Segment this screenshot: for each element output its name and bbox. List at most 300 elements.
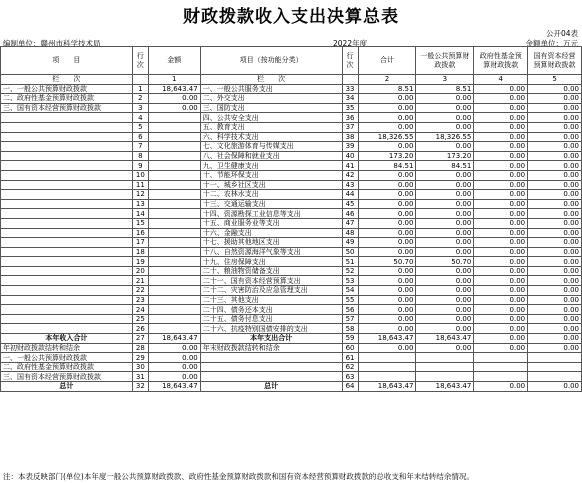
expense-item-cell: 二十四、债务还本支出	[200, 305, 342, 315]
expense-total-cell	[358, 362, 416, 372]
income-amount-cell: 0.00	[148, 103, 200, 113]
expense-line-cell: 59	[342, 334, 358, 344]
header-item: 项 目	[1, 47, 133, 75]
expense-state-cell: 0.00	[528, 103, 582, 113]
expense-general-cell: 0.00	[416, 305, 474, 315]
lan-cell	[132, 75, 148, 85]
table-row	[1, 161, 582, 171]
income-line-cell: 14	[132, 209, 148, 219]
expense-item-cell	[200, 362, 342, 372]
expense-fund-cell: 0.00	[474, 334, 528, 344]
expense-item-cell: 八、社会保障和就业支出	[200, 151, 342, 161]
expense-fund-cell: 0.00	[474, 170, 528, 180]
expense-general-cell: 0.00	[416, 343, 474, 353]
table-row	[1, 218, 582, 228]
expense-state-cell: 0.00	[528, 286, 582, 296]
income-item-cell	[1, 142, 133, 152]
expense-item-cell: 九、卫生健康支出	[200, 161, 342, 171]
expense-item-cell: 十九、住房保障支出	[200, 257, 342, 267]
header-row	[1, 47, 582, 75]
table-row	[1, 372, 582, 382]
income-line-cell: 22	[132, 286, 148, 296]
income-amount-cell	[148, 276, 200, 286]
expense-state-cell: 0.00	[528, 122, 582, 132]
income-line-cell: 18	[132, 247, 148, 257]
expense-item-cell: 总计	[200, 382, 342, 392]
expense-state-cell: 0.00	[528, 84, 582, 94]
income-amount-cell	[148, 199, 200, 209]
table-row	[1, 228, 582, 238]
expense-state-cell: 0.00	[528, 151, 582, 161]
income-item-cell	[1, 161, 133, 171]
expense-fund-cell: 0.00	[474, 228, 528, 238]
expense-item-cell: 十一、城乡社区支出	[200, 180, 342, 190]
expense-fund-cell: 0.00	[474, 266, 528, 276]
expense-general-cell: 18,643.47	[416, 382, 474, 392]
income-amount-cell: 0.00	[148, 343, 200, 353]
income-line-cell: 27	[132, 334, 148, 344]
expense-line-cell: 64	[342, 382, 358, 392]
expense-total-cell: 0.00	[358, 314, 416, 324]
lan-cell: 3	[416, 75, 474, 85]
expense-total-cell: 0.00	[358, 266, 416, 276]
expense-fund-cell: 0.00	[474, 122, 528, 132]
expense-line-cell: 38	[342, 132, 358, 142]
expense-total-cell	[358, 353, 416, 363]
income-amount-cell: 18,643.47	[148, 334, 200, 344]
expense-line-cell: 54	[342, 286, 358, 296]
expense-general-cell: 0.00	[416, 94, 474, 104]
expense-state-cell	[528, 372, 582, 382]
footnote: 注：本表反映部门(单位)本年度一般公共预算财政拨款、政府性基金预算财政拨款和国有资本经营预算财政拨款的总收支和年末结转结余情况。	[3, 472, 474, 481]
income-item-cell	[1, 228, 133, 238]
income-line-cell: 15	[132, 218, 148, 228]
expense-line-cell: 36	[342, 113, 358, 123]
header-amount: 金额	[148, 47, 200, 75]
expense-state-cell	[528, 353, 582, 363]
table-row	[1, 238, 582, 248]
expense-total-cell: 0.00	[358, 190, 416, 200]
income-amount-cell	[148, 151, 200, 161]
income-item-cell	[1, 247, 133, 257]
expense-total-cell	[358, 372, 416, 382]
expense-total-cell: 0.00	[358, 238, 416, 248]
expense-general-cell: 0.00	[416, 238, 474, 248]
expense-general-cell: 0.00	[416, 314, 474, 324]
expense-state-cell: 0.00	[528, 314, 582, 324]
income-item-cell	[1, 276, 133, 286]
expense-item-cell: 二、外交支出	[200, 94, 342, 104]
income-line-cell: 24	[132, 305, 148, 315]
expense-line-cell: 52	[342, 266, 358, 276]
income-item-cell	[1, 238, 133, 248]
expense-fund-cell: 0.00	[474, 314, 528, 324]
table-row	[1, 132, 582, 142]
expense-item-cell: 一、一般公共服务支出	[200, 84, 342, 94]
income-line-cell: 20	[132, 266, 148, 276]
expense-line-cell: 46	[342, 209, 358, 219]
expense-general-cell: 0.00	[416, 180, 474, 190]
expense-line-cell: 53	[342, 276, 358, 286]
income-item-cell: 本年收入合计	[1, 334, 133, 344]
table-row	[1, 180, 582, 190]
expense-general-cell: 0.00	[416, 228, 474, 238]
table-row	[1, 142, 582, 152]
expense-total-cell: 0.00	[358, 247, 416, 257]
income-line-cell: 12	[132, 190, 148, 200]
expense-item-cell: 二十、粮油物资储备支出	[200, 266, 342, 276]
expense-total-cell: 84.51	[358, 161, 416, 171]
income-item-cell: 年初财政拨款结转和结余	[1, 343, 133, 353]
expense-item-cell: 十三、交通运输支出	[200, 199, 342, 209]
budget-table	[0, 46, 582, 392]
expense-state-cell: 0.00	[528, 113, 582, 123]
expense-total-cell: 18,326.55	[358, 132, 416, 142]
expense-fund-cell: 0.00	[474, 103, 528, 113]
expense-fund-cell: 0.00	[474, 209, 528, 219]
expense-total-cell: 0.00	[358, 228, 416, 238]
income-item-cell: 一、一般公共预算财政拨款	[1, 353, 133, 363]
lan-cell: 栏 次	[1, 75, 133, 85]
income-line-cell: 21	[132, 276, 148, 286]
expense-item-cell: 十五、商业服务业等支出	[200, 218, 342, 228]
income-item-cell: 三、国有资本经营预算财政拨款	[1, 372, 133, 382]
table-row	[1, 94, 582, 104]
table-row	[1, 151, 582, 161]
expense-fund-cell: 0.00	[474, 161, 528, 171]
income-item-cell	[1, 199, 133, 209]
expense-item-cell: 十七、援助其他地区支出	[200, 238, 342, 248]
lan-cell: 1	[148, 75, 200, 85]
income-item-cell	[1, 218, 133, 228]
expense-total-cell: 0.00	[358, 142, 416, 152]
income-amount-cell	[148, 314, 200, 324]
table-row	[1, 362, 582, 372]
expense-general-cell: 0.00	[416, 103, 474, 113]
expense-line-cell: 60	[342, 343, 358, 353]
income-line-cell: 23	[132, 295, 148, 305]
expense-item-cell: 二十五、债务付息支出	[200, 314, 342, 324]
income-amount-cell	[148, 218, 200, 228]
income-amount-cell	[148, 122, 200, 132]
expense-item-cell: 二十一、国有资本经营预算支出	[200, 276, 342, 286]
expense-line-cell: 48	[342, 228, 358, 238]
expense-total-cell: 0.00	[358, 122, 416, 132]
income-item-cell	[1, 180, 133, 190]
income-amount-cell: 18,643.47	[148, 382, 200, 392]
income-amount-cell	[148, 257, 200, 267]
table-row	[1, 84, 582, 94]
expense-total-cell: 0.00	[358, 170, 416, 180]
expense-fund-cell: 0.00	[474, 113, 528, 123]
expense-general-cell	[416, 372, 474, 382]
header-state: 国有资本经营预算财政拨款	[528, 47, 582, 75]
table-row	[1, 353, 582, 363]
income-line-cell: 3	[132, 103, 148, 113]
expense-state-cell: 0.00	[528, 209, 582, 219]
expense-item-cell	[200, 372, 342, 382]
expense-item-cell: 三、国防支出	[200, 103, 342, 113]
table-row	[1, 305, 582, 315]
expense-fund-cell: 0.00	[474, 382, 528, 392]
income-item-cell: 三、国有资本经营预算财政拨款	[1, 103, 133, 113]
expense-general-cell: 0.00	[416, 170, 474, 180]
expense-fund-cell: 0.00	[474, 218, 528, 228]
expense-fund-cell: 0.00	[474, 132, 528, 142]
income-item-cell	[1, 151, 133, 161]
expense-fund-cell: 0.00	[474, 142, 528, 152]
expense-total-cell: 0.00	[358, 343, 416, 353]
expense-item-cell: 四、公共安全支出	[200, 113, 342, 123]
expense-line-cell: 57	[342, 314, 358, 324]
expense-general-cell	[416, 362, 474, 372]
expense-total-cell: 0.00	[358, 286, 416, 296]
income-amount-cell	[148, 286, 200, 296]
report-title: 财政拨款收入支出决算总表	[183, 7, 399, 27]
expense-fund-cell: 0.00	[474, 276, 528, 286]
expense-state-cell: 0.00	[528, 199, 582, 209]
expense-fund-cell: 0.00	[474, 305, 528, 315]
header-exp-line: 行次	[342, 47, 358, 75]
expense-fund-cell	[474, 372, 528, 382]
expense-fund-cell: 0.00	[474, 295, 528, 305]
income-item-cell	[1, 170, 133, 180]
table-row	[1, 122, 582, 132]
income-line-cell: 11	[132, 180, 148, 190]
expense-line-cell: 49	[342, 238, 358, 248]
expense-fund-cell: 0.00	[474, 343, 528, 353]
table-row	[1, 170, 582, 180]
table-row	[1, 314, 582, 324]
expense-item-cell: 本年支出合计	[200, 334, 342, 344]
lan-cell: 4	[474, 75, 528, 85]
expense-line-cell: 39	[342, 142, 358, 152]
income-line-cell: 17	[132, 238, 148, 248]
expense-line-cell: 37	[342, 122, 358, 132]
expense-general-cell: 0.00	[416, 142, 474, 152]
income-amount-cell	[148, 228, 200, 238]
income-line-cell: 32	[132, 382, 148, 392]
expense-general-cell: 0.00	[416, 324, 474, 334]
income-amount-cell	[148, 305, 200, 315]
column-number-row	[1, 75, 582, 85]
expense-item-cell	[200, 353, 342, 363]
expense-total-cell: 18,643.47	[358, 382, 416, 392]
income-item-cell	[1, 122, 133, 132]
income-amount-cell	[148, 190, 200, 200]
expense-state-cell: 0.00	[528, 218, 582, 228]
organization: 编制单位：赣州市科学技术局	[3, 39, 101, 48]
expense-line-cell: 51	[342, 257, 358, 267]
header-line: 行次	[132, 47, 148, 75]
lan-cell: 5	[528, 75, 582, 85]
income-amount-cell	[148, 247, 200, 257]
expense-total-cell: 0.00	[358, 103, 416, 113]
expense-general-cell: 0.00	[416, 247, 474, 257]
expense-item-cell: 七、文化旅游体育与传媒支出	[200, 142, 342, 152]
income-line-cell: 2	[132, 94, 148, 104]
income-amount-cell: 0.00	[148, 94, 200, 104]
expense-state-cell: 0.00	[528, 382, 582, 392]
income-line-cell: 7	[132, 142, 148, 152]
expense-state-cell: 0.00	[528, 190, 582, 200]
income-item-cell	[1, 295, 133, 305]
expense-line-cell: 50	[342, 247, 358, 257]
expense-state-cell: 0.00	[528, 142, 582, 152]
income-item-cell: 二、政府性基金预算财政拨款	[1, 94, 133, 104]
expense-general-cell	[416, 353, 474, 363]
expense-line-cell: 41	[342, 161, 358, 171]
expense-state-cell: 0.00	[528, 276, 582, 286]
income-amount-cell	[148, 238, 200, 248]
amount-unit: 金额单位：万元	[525, 39, 578, 48]
header-exp-item: 项目（按功能分类）	[200, 47, 342, 75]
expense-state-cell: 0.00	[528, 161, 582, 171]
table-row	[1, 199, 582, 209]
expense-general-cell: 0.00	[416, 295, 474, 305]
expense-fund-cell: 0.00	[474, 84, 528, 94]
expense-fund-cell	[474, 362, 528, 372]
income-item-cell	[1, 113, 133, 123]
income-amount-cell: 0.00	[148, 362, 200, 372]
expense-fund-cell: 0.00	[474, 238, 528, 248]
expense-total-cell: 0.00	[358, 295, 416, 305]
income-item-cell	[1, 305, 133, 315]
table-row	[1, 190, 582, 200]
income-amount-cell	[148, 132, 200, 142]
income-line-cell: 28	[132, 343, 148, 353]
expense-fund-cell: 0.00	[474, 180, 528, 190]
income-item-cell: 二、政府性基金预算财政拨款	[1, 362, 133, 372]
expense-item-cell: 十八、自然资源海洋气象等支出	[200, 247, 342, 257]
expense-general-cell: 0.00	[416, 122, 474, 132]
income-line-cell: 26	[132, 324, 148, 334]
table-row	[1, 103, 582, 113]
expense-state-cell: 0.00	[528, 247, 582, 257]
report-year: 2022年度	[333, 39, 368, 48]
expense-state-cell: 0.00	[528, 334, 582, 344]
table-row	[1, 113, 582, 123]
expense-fund-cell: 0.00	[474, 257, 528, 267]
expense-line-cell: 61	[342, 353, 358, 363]
expense-total-cell: 0.00	[358, 113, 416, 123]
expense-state-cell: 0.00	[528, 266, 582, 276]
income-line-cell: 6	[132, 132, 148, 142]
expense-item-cell: 二十三、其他支出	[200, 295, 342, 305]
expense-total-cell: 0.00	[358, 276, 416, 286]
expense-state-cell: 0.00	[528, 343, 582, 353]
table-row	[1, 324, 582, 334]
income-line-cell: 8	[132, 151, 148, 161]
expense-total-cell: 0.00	[358, 180, 416, 190]
expense-general-cell: 0.00	[416, 113, 474, 123]
expense-state-cell: 0.00	[528, 94, 582, 104]
expense-general-cell: 0.00	[416, 286, 474, 296]
income-line-cell: 25	[132, 314, 148, 324]
income-item-cell	[1, 266, 133, 276]
expense-item-cell: 年末财政拨款结转和结余	[200, 343, 342, 353]
expense-general-cell: 50.70	[416, 257, 474, 267]
header-total: 合计	[358, 47, 416, 75]
expense-state-cell	[528, 362, 582, 372]
income-line-cell: 9	[132, 161, 148, 171]
expense-fund-cell: 0.00	[474, 94, 528, 104]
income-item-cell	[1, 314, 133, 324]
income-amount-cell	[148, 170, 200, 180]
expense-total-cell: 18,643.47	[358, 334, 416, 344]
expense-line-cell: 43	[342, 180, 358, 190]
table-row	[1, 276, 582, 286]
expense-line-cell: 44	[342, 190, 358, 200]
expense-state-cell: 0.00	[528, 170, 582, 180]
lan-cell	[342, 75, 358, 85]
income-line-cell: 19	[132, 257, 148, 267]
expense-line-cell: 34	[342, 94, 358, 104]
expense-line-cell: 47	[342, 218, 358, 228]
table-row	[1, 209, 582, 219]
table-row	[1, 295, 582, 305]
expense-line-cell: 35	[342, 103, 358, 113]
expense-fund-cell: 0.00	[474, 324, 528, 334]
income-item-cell	[1, 286, 133, 296]
income-line-cell: 29	[132, 353, 148, 363]
income-item-cell	[1, 209, 133, 219]
expense-line-cell: 40	[342, 151, 358, 161]
income-amount-cell: 0.00	[148, 372, 200, 382]
expense-line-cell: 62	[342, 362, 358, 372]
table-row	[1, 266, 582, 276]
expense-general-cell: 0.00	[416, 190, 474, 200]
expense-line-cell: 33	[342, 84, 358, 94]
lan-cell: 2	[358, 75, 416, 85]
expense-fund-cell: 0.00	[474, 286, 528, 296]
income-line-cell: 13	[132, 199, 148, 209]
table-row	[1, 286, 582, 296]
expense-state-cell: 0.00	[528, 257, 582, 267]
income-line-cell: 5	[132, 122, 148, 132]
expense-total-cell: 0.00	[358, 305, 416, 315]
income-line-cell: 31	[132, 372, 148, 382]
expense-fund-cell: 0.00	[474, 247, 528, 257]
expense-fund-cell	[474, 353, 528, 363]
expense-general-cell: 18,326.55	[416, 132, 474, 142]
expense-total-cell: 0.00	[358, 324, 416, 334]
expense-item-cell: 二十六、抗疫特别国债安排的支出	[200, 324, 342, 334]
expense-line-cell: 56	[342, 305, 358, 315]
table-row	[1, 343, 582, 353]
expense-general-cell: 84.51	[416, 161, 474, 171]
income-line-cell: 16	[132, 228, 148, 238]
income-amount-cell: 18,643.47	[148, 84, 200, 94]
expense-total-cell: 0.00	[358, 218, 416, 228]
expense-general-cell: 8.51	[416, 84, 474, 94]
expense-general-cell: 0.00	[416, 218, 474, 228]
expense-state-cell: 0.00	[528, 295, 582, 305]
table-row	[1, 334, 582, 344]
table-row	[1, 257, 582, 267]
expense-total-cell: 0.00	[358, 94, 416, 104]
expense-line-cell: 45	[342, 199, 358, 209]
expense-item-cell: 十四、资源勘探工业信息等支出	[200, 209, 342, 219]
income-amount-cell	[148, 295, 200, 305]
income-line-cell: 4	[132, 113, 148, 123]
income-amount-cell	[148, 266, 200, 276]
expense-line-cell: 58	[342, 324, 358, 334]
expense-state-cell: 0.00	[528, 132, 582, 142]
expense-total-cell: 173.20	[358, 151, 416, 161]
income-line-cell: 30	[132, 362, 148, 372]
expense-general-cell: 0.00	[416, 266, 474, 276]
